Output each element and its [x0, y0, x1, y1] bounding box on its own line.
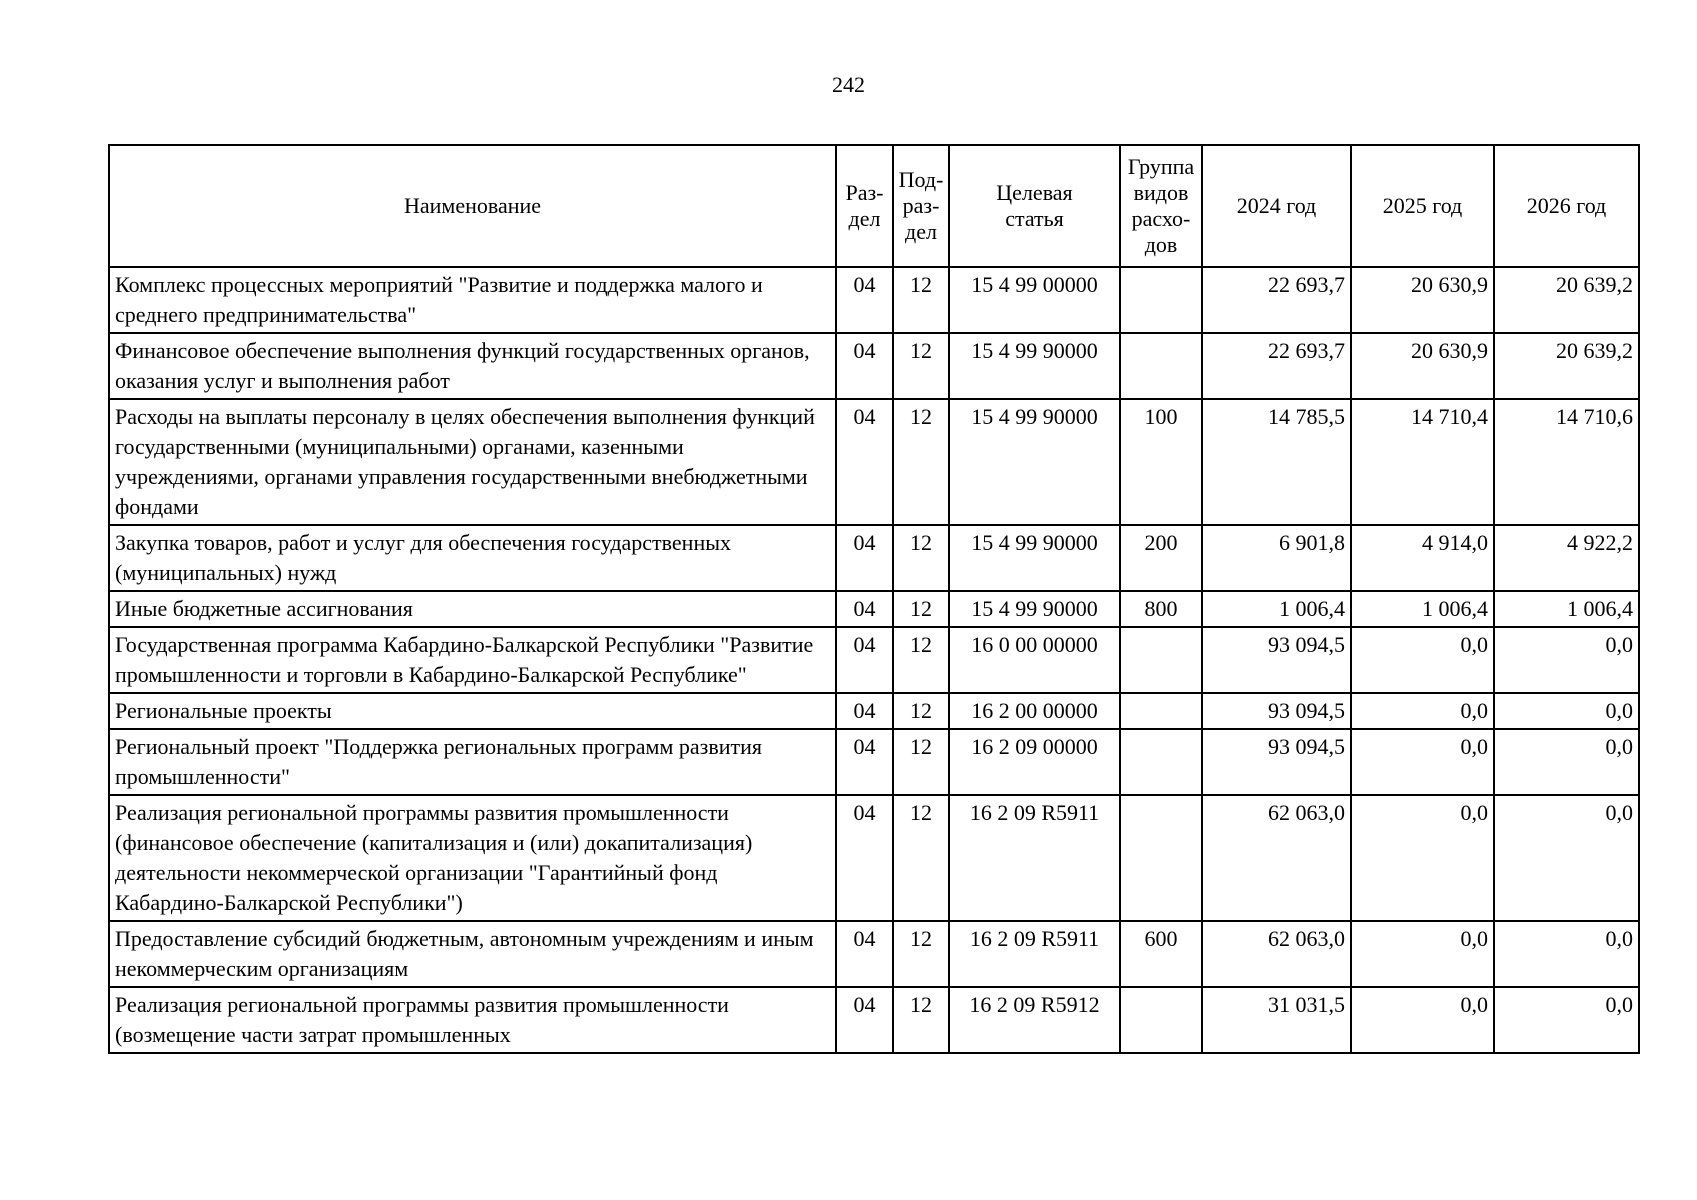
cell-2026: 0,0 [1494, 693, 1639, 729]
header-2025: 2025 год [1351, 145, 1494, 267]
cell-target-article: 15 4 99 90000 [949, 525, 1120, 591]
cell-2024: 93 094,5 [1202, 693, 1351, 729]
cell-2026: 1 006,4 [1494, 591, 1639, 627]
cell-podrazdel: 12 [893, 729, 949, 795]
cell-name: Государственная программа Кабардино-Балкарской Республики "Развитие промышленности и торговли в Кабардино-Балкарской Республике" [109, 627, 836, 693]
table-row [109, 693, 1639, 729]
budget-table [108, 144, 1640, 1054]
cell-razdel: 04 [836, 525, 893, 591]
cell-expense-group [1120, 987, 1202, 1053]
cell-2024: 1 006,4 [1202, 591, 1351, 627]
cell-2025: 0,0 [1351, 795, 1494, 921]
cell-2026: 14 710,6 [1494, 399, 1639, 525]
cell-target-article: 16 2 09 R5912 [949, 987, 1120, 1053]
cell-razdel: 04 [836, 987, 893, 1053]
table-row [109, 591, 1639, 627]
cell-expense-group [1120, 729, 1202, 795]
cell-2024: 22 693,7 [1202, 267, 1351, 333]
cell-2026: 20 639,2 [1494, 267, 1639, 333]
cell-2026: 0,0 [1494, 987, 1639, 1053]
cell-2024: 93 094,5 [1202, 627, 1351, 693]
cell-razdel: 04 [836, 627, 893, 693]
table-row [109, 795, 1639, 921]
cell-expense-group [1120, 795, 1202, 921]
cell-2024: 93 094,5 [1202, 729, 1351, 795]
table-row [109, 987, 1639, 1053]
cell-razdel: 04 [836, 693, 893, 729]
cell-2025: 4 914,0 [1351, 525, 1494, 591]
cell-2026: 4 922,2 [1494, 525, 1639, 591]
cell-razdel: 04 [836, 333, 893, 399]
cell-2025: 0,0 [1351, 987, 1494, 1053]
table-row [109, 627, 1639, 693]
cell-2024: 62 063,0 [1202, 921, 1351, 987]
header-name: Наименование [109, 145, 836, 267]
cell-2024: 14 785,5 [1202, 399, 1351, 525]
cell-name: Региональные проекты [109, 693, 836, 729]
cell-razdel: 04 [836, 795, 893, 921]
cell-2026: 0,0 [1494, 921, 1639, 987]
cell-target-article: 16 2 09 00000 [949, 729, 1120, 795]
cell-razdel: 04 [836, 729, 893, 795]
table-row [109, 525, 1639, 591]
cell-podrazdel: 12 [893, 591, 949, 627]
header-target-article: Целевая статья [949, 145, 1120, 267]
cell-expense-group [1120, 333, 1202, 399]
cell-2024: 62 063,0 [1202, 795, 1351, 921]
header-2024: 2024 год [1202, 145, 1351, 267]
cell-podrazdel: 12 [893, 627, 949, 693]
cell-podrazdel: 12 [893, 693, 949, 729]
cell-expense-group [1120, 267, 1202, 333]
cell-2025: 20 630,9 [1351, 267, 1494, 333]
cell-target-article: 15 4 99 90000 [949, 399, 1120, 525]
table-row [109, 267, 1639, 333]
cell-razdel: 04 [836, 267, 893, 333]
cell-name: Закупка товаров, работ и услуг для обеспечения государственных (муниципальных) нужд [109, 525, 836, 591]
table-row [109, 921, 1639, 987]
cell-2026: 0,0 [1494, 627, 1639, 693]
cell-podrazdel: 12 [893, 267, 949, 333]
cell-name: Иные бюджетные ассигнования [109, 591, 836, 627]
cell-razdel: 04 [836, 921, 893, 987]
cell-podrazdel: 12 [893, 333, 949, 399]
cell-target-article: 16 0 00 00000 [949, 627, 1120, 693]
page-number: 242 [832, 72, 865, 97]
cell-expense-group: 200 [1120, 525, 1202, 591]
cell-name: Региональный проект "Поддержка региональных программ развития промышленности" [109, 729, 836, 795]
cell-2025: 20 630,9 [1351, 333, 1494, 399]
cell-name: Расходы на выплаты персоналу в целях обеспечения выполнения функций государственными (муниципальными) органами, казенными учреждениями, органами управления государственными внебюджетными фондами [109, 399, 836, 525]
cell-podrazdel: 12 [893, 525, 949, 591]
cell-podrazdel: 12 [893, 921, 949, 987]
cell-target-article: 15 4 99 90000 [949, 333, 1120, 399]
cell-name: Финансовое обеспечение выполнения функций государственных органов, оказания услуг и выполнения работ [109, 333, 836, 399]
cell-2025: 1 006,4 [1351, 591, 1494, 627]
cell-2024: 31 031,5 [1202, 987, 1351, 1053]
table-row [109, 399, 1639, 525]
cell-2025: 0,0 [1351, 921, 1494, 987]
header-podrazdel: Под- раз- дел [893, 145, 949, 267]
table-header-row [109, 145, 1639, 267]
table-row [109, 333, 1639, 399]
cell-podrazdel: 12 [893, 795, 949, 921]
cell-name: Предоставление субсидий бюджетным, автономным учреждениям и иным некоммерческим организациям [109, 921, 836, 987]
cell-expense-group: 100 [1120, 399, 1202, 525]
header-razdel: Раз- дел [836, 145, 893, 267]
cell-expense-group [1120, 693, 1202, 729]
cell-name: Реализация региональной программы развития промышленности (возмещение части затрат промышленных [109, 987, 836, 1053]
cell-2026: 0,0 [1494, 729, 1639, 795]
table-body [109, 267, 1639, 1053]
cell-2026: 0,0 [1494, 795, 1639, 921]
cell-2025: 14 710,4 [1351, 399, 1494, 525]
cell-expense-group: 600 [1120, 921, 1202, 987]
cell-target-article: 16 2 09 R5911 [949, 921, 1120, 987]
cell-2025: 0,0 [1351, 729, 1494, 795]
cell-expense-group [1120, 627, 1202, 693]
cell-2026: 20 639,2 [1494, 333, 1639, 399]
cell-2025: 0,0 [1351, 627, 1494, 693]
cell-target-article: 16 2 00 00000 [949, 693, 1120, 729]
table-row [109, 729, 1639, 795]
cell-name: Реализация региональной программы развития промышленности (финансовое обеспечение (капитализация и (или) докапитализация) деятельности некоммерческой организации "Гарантийный фонд Кабардино-Балкарской Республики") [109, 795, 836, 921]
cell-razdel: 04 [836, 591, 893, 627]
cell-2024: 6 901,8 [1202, 525, 1351, 591]
cell-podrazdel: 12 [893, 987, 949, 1053]
cell-name: Комплекс процессных мероприятий "Развитие и поддержка малого и среднего предпринимательства" [109, 267, 836, 333]
cell-target-article: 15 4 99 90000 [949, 591, 1120, 627]
cell-target-article: 15 4 99 00000 [949, 267, 1120, 333]
cell-2024: 22 693,7 [1202, 333, 1351, 399]
header-2026: 2026 год [1494, 145, 1639, 267]
cell-expense-group: 800 [1120, 591, 1202, 627]
cell-target-article: 16 2 09 R5911 [949, 795, 1120, 921]
header-expense-group: Группа видов расхо- дов [1120, 145, 1202, 267]
cell-2025: 0,0 [1351, 693, 1494, 729]
cell-razdel: 04 [836, 399, 893, 525]
cell-podrazdel: 12 [893, 399, 949, 525]
